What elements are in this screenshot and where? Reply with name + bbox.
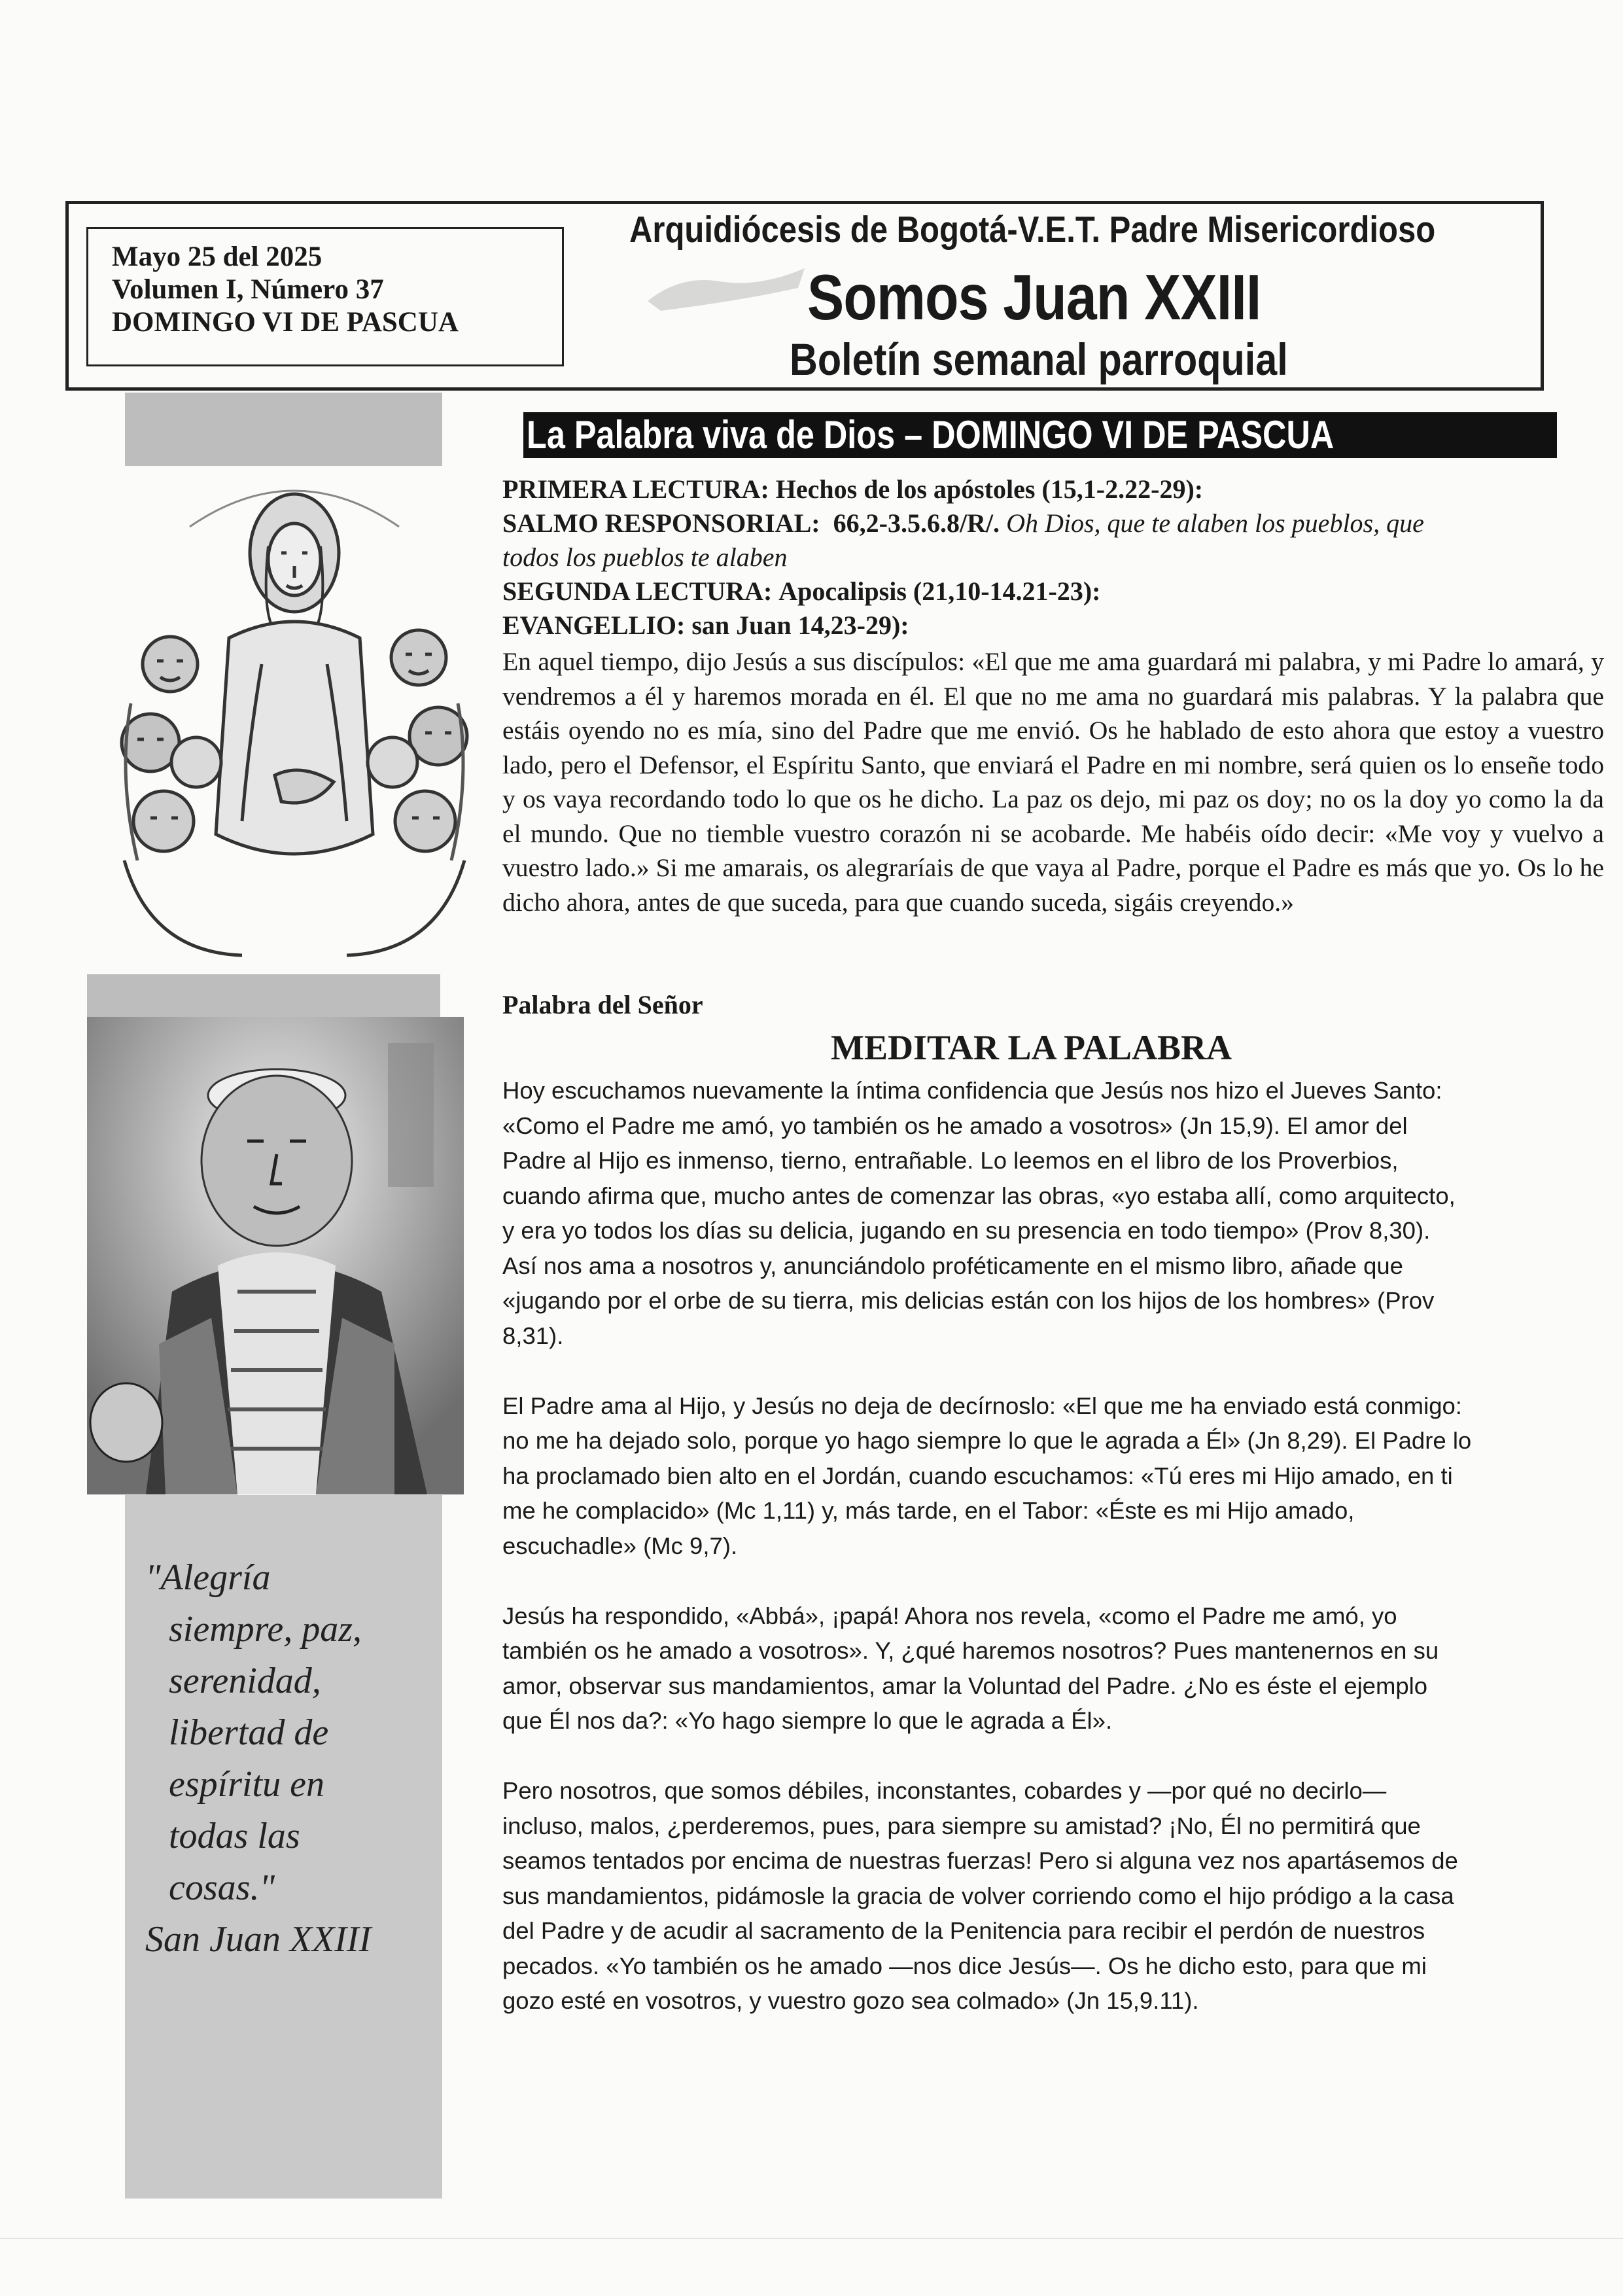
issue-volume: Volumen I, Número 37 xyxy=(112,274,384,305)
psalm-response: todos los pueblos te alaben xyxy=(502,542,788,572)
meditation-line: amor, observar sus mandamientos, amar la Voluntad del Padre. ¿No es éste el ejemplo xyxy=(502,1672,1428,1699)
gospel-text: En aquel tiempo, dijo Jesús a sus discípulos: «El que me ama guardará mi palabra, y mi Padre lo amará, y vendremos a él y haremos morada en él. El que no me ama no guardará mis palabras. Y la palabra que estáis oyendo no es mía, sino del Padre que me envió. Os he hablado de esto ahora que estoy a vuestro lado, pero el Defensor, el Espíritu Santo, que enviará el Padre en mi nombre, será quien os lo enseñe todo y os vaya recordando todo lo que os he dicho. La paz os dejo, mi paz os doy; no os la doy yo como la da el mundo. Que no tiemble vuestro corazón ni se acobarde. Me habéis oído decir: «Me voy y vuelvo a vuestro lado.» Si me amarais, os alegraríais de que vaya al Padre, porque el Padre es más que yo. Os lo he dicho ahora, antes de que suceda, para que cuando suceda, sigáis creyendo.» xyxy=(502,647,1604,917)
issue-sunday: DOMINGO VI DE PASCUA xyxy=(112,307,459,338)
meditation-line: cuando afirma que, mucho antes de comenzar las obras, «yo estaba allí, como arquitecto, xyxy=(502,1182,1456,1209)
meditation-paragraph xyxy=(502,1773,1608,2019)
meditation-paragraph xyxy=(502,1598,1608,1739)
grey-strip-top xyxy=(125,393,442,466)
meditation-line: escuchadle» (Mc 9,7). xyxy=(502,1532,738,1559)
page-bottom-rule xyxy=(0,2238,1623,2239)
quote-line: siempre, paz, xyxy=(169,1609,362,1650)
meditation-line: me he complacido» (Mc 1,11) y, más tarde, en el Tabor: «Éste es mi Hijo amado, xyxy=(502,1497,1355,1524)
meditation-body xyxy=(502,1073,1608,2053)
meditation-line: del Padre y de acudir al sacramento de la Penitencia para recibir el perdón de nuestros xyxy=(502,1917,1425,1944)
meditation-line: no me ha dejado solo, porque yo hago siempre lo que le agrada a Él» (Jn 8,29). El Padre lo xyxy=(502,1427,1472,1454)
meditation-line: que Él nos da?: «Yo hago siempre lo que le agrada a Él». xyxy=(502,1707,1113,1734)
quote-line: serenidad, xyxy=(169,1661,321,1701)
meditation-title: MEDITAR LA PALABRA xyxy=(831,1028,1232,1067)
meditation-line: también os he amado a vosotros». Y, ¿qué haremos nosotros? Pues mantenernos en su xyxy=(502,1637,1439,1664)
quote-line: espíritu en xyxy=(169,1764,324,1805)
meditation-line: Así nos ama a nosotros y, anunciándolo proféticamente en el mismo libro, añade que xyxy=(502,1252,1403,1279)
meditation-line: incluso, malos, ¿perderemos, pues, para siempre su amistad? ¡No, Él no permitirá que xyxy=(502,1812,1421,1839)
psalm-response: Oh Dios, que te alaben los pueblos, que xyxy=(1006,508,1424,538)
reading-label: PRIMERA LECTURA: xyxy=(502,474,769,504)
reading-ref: Hechos de los apóstoles (15,1-2.22-29): xyxy=(775,474,1204,504)
gospel-closing: Palabra del Señor xyxy=(502,990,703,1019)
readings-list xyxy=(502,472,1608,643)
scan-smudge xyxy=(641,262,811,314)
organization-name: Arquidiócesis de Bogotá-V.E.T. Padre Misericordioso xyxy=(629,209,1436,251)
meditation-line: El Padre ama al Hijo, y Jesús no deja de decírnoslo: «El que me ha enviado está conmigo: xyxy=(502,1392,1462,1419)
reading-ref: 66,2-3.5.6.8/R/. xyxy=(833,508,1000,538)
reading-label: SALMO RESPONSORIAL: xyxy=(502,508,820,538)
saint-quote xyxy=(145,1552,433,1966)
grey-strip-middle xyxy=(87,974,440,1017)
meditation-paragraph xyxy=(502,1388,1608,1564)
meditation-line: Pero nosotros, que somos débiles, inconstantes, cobardes y —por qué no decirlo— xyxy=(502,1777,1387,1804)
reading-label: EVANGELLIO: xyxy=(502,610,686,640)
reading-ref: Apocalipsis (21,10-14.21-23): xyxy=(778,576,1101,606)
jesus-disciples-illustration xyxy=(111,468,478,962)
meditation-line: sus mandamientos, pidámosle la gracia de volver corriendo como el hijo pródigo a la casa xyxy=(502,1882,1454,1909)
meditation-line: ha proclamado bien alto en el Jordán, cuando escuchamos: «Tú eres mi Hijo amado, en ti xyxy=(502,1462,1453,1489)
reading-ref: san Juan 14,23-29): xyxy=(691,610,909,640)
meditation-line: «jugando por el orbe de su tierra, mis delicias están con los hijos de los hombres» (Prov xyxy=(502,1287,1435,1314)
meditation-line: pecados. «Yo también os he amado —nos dice Jesús—. Os he dicho esto, para que mi xyxy=(502,1952,1427,1979)
quote-line: todas las xyxy=(169,1816,300,1856)
quote-line: cosas." xyxy=(169,1867,275,1908)
reading-label: SEGUNDA LECTURA: xyxy=(502,576,773,606)
issue-info-box xyxy=(86,227,564,366)
meditation-line: «Como el Padre me amó, yo también os he amado a vosotros» (Jn 15,9). El amor del xyxy=(502,1112,1408,1139)
bulletin-subtitle: Boletín semanal parroquial xyxy=(790,334,1288,385)
quote-line: "Alegría xyxy=(145,1557,271,1598)
section-banner xyxy=(523,412,1557,458)
pope-john-xxiii-photo xyxy=(87,1017,464,1494)
meditation-line: Jesús ha respondido, «Abbá», ¡papá! Ahora nos revela, «como el Padre me amó, yo xyxy=(502,1602,1397,1629)
bulletin-title: Somos Juan XXIII xyxy=(807,261,1261,333)
issue-date: Mayo 25 del 2025 xyxy=(112,241,323,272)
meditation-line: seamos tentados por encima de nuestras fuerzas! Pero si alguna vez nos apartásemos de xyxy=(502,1847,1458,1874)
meditation-line: gozo esté en vosotros, y vuestro gozo sea colmado» (Jn 15,9.11). xyxy=(502,1987,1199,2014)
quote-author: San Juan XXIII xyxy=(145,1919,372,1960)
meditation-line: y era yo todos los días su delicia, jugando en su presencia en todo tiempo» (Prov 8,30). xyxy=(502,1217,1431,1244)
meditation-paragraph xyxy=(502,1073,1608,1353)
section-banner-text: La Palabra viva de Dios – DOMINGO VI DE PASCUA xyxy=(527,413,1335,457)
meditation-line: Padre al Hijo es inmenso, tierno, entrañable. Lo leemos en el libro de los Proverbios, xyxy=(502,1147,1399,1174)
quote-line: libertad de xyxy=(169,1712,329,1753)
meditation-line: 8,31). xyxy=(502,1322,564,1349)
meditation-line: Hoy escuchamos nuevamente la íntima confidencia que Jesús nos hizo el Jueves Santo: xyxy=(502,1077,1442,1104)
